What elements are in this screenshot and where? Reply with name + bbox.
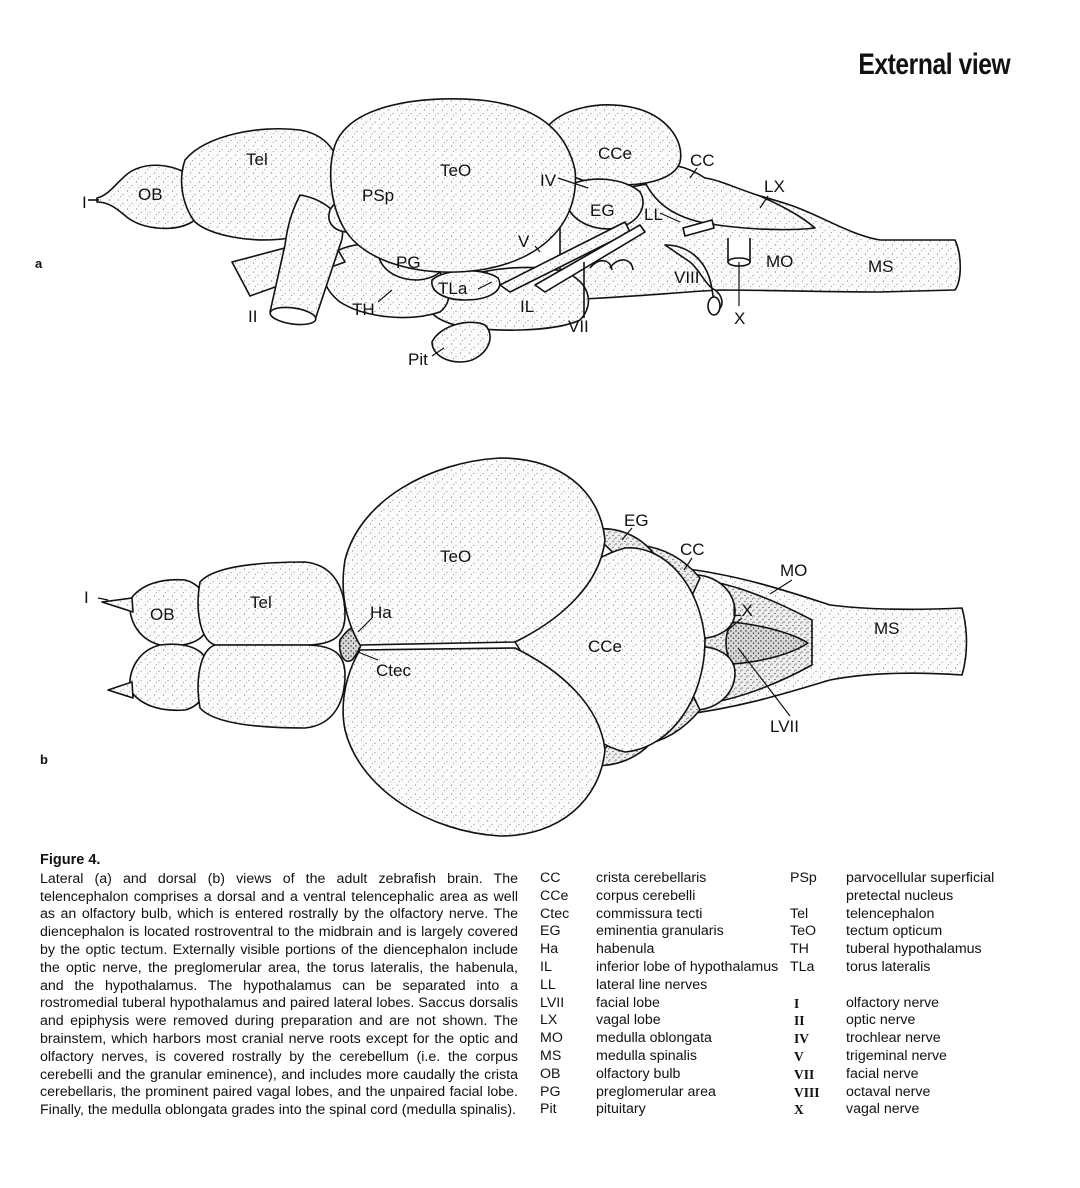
lateral-label-tel: Tel: [246, 150, 268, 169]
lateral-label-vii: VII: [568, 317, 589, 336]
legend-abbreviation: TLa: [790, 958, 815, 975]
legend-term: preglomerular area: [596, 1083, 716, 1100]
lateral-label-ob: OB: [138, 185, 163, 204]
legend-term: inferior lobe of hypothalamus: [596, 958, 779, 975]
legend-row: [540, 977, 780, 995]
lateral-label-ll: LL: [644, 205, 663, 224]
legend-nerves-list: [790, 995, 1040, 1120]
legend-term: crista cerebellaris: [596, 870, 707, 886]
legend-term: torus lateralis: [846, 958, 931, 975]
lateral-label-ii: II: [248, 307, 258, 326]
legend-row: [790, 923, 1040, 941]
legend-abbreviation: TH: [790, 941, 809, 958]
legend-term: corpus cerebelli: [596, 887, 696, 904]
legend-nerve-row: [790, 1030, 1040, 1048]
legend-term: medulla spinalis: [596, 1047, 697, 1064]
lateral-label-i: I: [82, 193, 87, 212]
dorsal-telencephalon-lower: [198, 645, 345, 728]
legend-term: tectum opticum: [846, 923, 943, 940]
lateral-label-teo: TeO: [440, 161, 472, 180]
legend-abbreviation: TeO: [790, 923, 817, 940]
lateral-label-viii: VIII: [674, 268, 700, 287]
pituitary-shape: [432, 322, 490, 362]
dorsal-label-mo: MO: [780, 561, 808, 580]
lateral-label-iv: IV: [540, 171, 557, 190]
legend-row: [790, 870, 1040, 906]
legend-term: facial lobe: [596, 994, 660, 1011]
legend-term: tuberal hypothalamus: [846, 941, 982, 958]
dorsal-label-ob: OB: [150, 605, 175, 624]
legend-column-1: [540, 870, 780, 1119]
legend-abbreviation: PSp: [790, 870, 817, 886]
legend-term: habenula: [596, 941, 655, 958]
legend-abbreviation: LX: [540, 1012, 558, 1029]
legend-term: vagal nerve: [846, 1101, 920, 1118]
legend-abbreviation: Ctec: [540, 905, 570, 922]
legend-term: olfactory nerve: [846, 994, 940, 1011]
legend-abbreviation: IV: [794, 1031, 810, 1047]
lateral-label-mo: MO: [766, 252, 794, 271]
legend-abbreviation: IL: [540, 958, 552, 975]
legend-nerve-row: [790, 1066, 1040, 1084]
legend-abbreviation: VIII: [794, 1084, 820, 1100]
legend-abbreviation: II: [794, 1013, 805, 1029]
lateral-label-cc: CC: [690, 151, 715, 170]
legend-abbreviation: V: [794, 1048, 804, 1064]
legend-structures-list: [790, 870, 1040, 977]
legend-row: [540, 1030, 780, 1048]
legend-abbreviation: Tel: [790, 905, 809, 922]
dorsal-label-ha: Ha: [370, 603, 392, 622]
dorsal-label-cc: CC: [680, 540, 705, 559]
legend-abbreviation: Ha: [540, 941, 559, 958]
legend-row: [540, 959, 780, 977]
dorsal-label-i: I: [84, 588, 89, 607]
legend-row: [540, 906, 780, 924]
legend-term: lateral line nerves: [596, 976, 708, 993]
lateral-label-th: TH: [352, 300, 375, 319]
legend-term: trochlear nerve: [846, 1030, 941, 1047]
legend-abbreviation: I: [794, 995, 800, 1011]
legend-row: [540, 941, 780, 959]
lateral-label-psp: PSp: [362, 186, 395, 205]
legend-row: [790, 959, 1040, 977]
legend-nerve-row: [790, 1048, 1040, 1066]
lateral-label-tla: TLa: [438, 279, 468, 298]
dorsal-label-teo: TeO: [440, 547, 472, 566]
legend-row: [540, 1066, 780, 1084]
panel-label-b: b: [40, 752, 48, 767]
lateral-label-cce: CCe: [598, 144, 633, 163]
pointer-d-i: [98, 598, 108, 600]
legend-term: vagal lobe: [596, 1012, 661, 1029]
legend-row: [540, 888, 780, 906]
legend-nerve-row: [790, 1101, 1040, 1119]
legend-abbreviation: LL: [540, 976, 556, 993]
caption-heading: Figure 4.: [40, 852, 101, 868]
dorsal-olfactory-nerve-lower: [108, 682, 133, 698]
legend-term: pituitary: [596, 1101, 646, 1118]
dorsal-label-lvii: LVII: [770, 717, 799, 736]
panel-label-a: a: [35, 256, 43, 271]
dorsal-label-lx: LX: [732, 601, 753, 620]
legend-row: [540, 1101, 780, 1119]
legend-abbreviation: MO: [540, 1030, 563, 1047]
legend-abbreviation: CCe: [540, 887, 569, 904]
dorsal-view: [84, 458, 967, 836]
lateral-label-lx: LX: [764, 177, 785, 196]
legend-spacer: [790, 977, 1040, 995]
legend-column-2: [790, 870, 1040, 1119]
dorsal-label-cce: CCe: [588, 637, 623, 656]
octaval-nerve-end: [708, 297, 720, 315]
lateral-label-x: X: [734, 309, 746, 328]
dorsal-label-ctec: Ctec: [376, 661, 411, 680]
legend-term: olfactory bulb: [596, 1065, 681, 1082]
legend-term: facial nerve: [846, 1065, 919, 1082]
legend-nerve-row: [790, 1012, 1040, 1030]
legend-abbreviation: OB: [540, 1065, 561, 1082]
lateral-label-il: IL: [520, 297, 535, 316]
lateral-label-pit: Pit: [408, 350, 428, 369]
legend-row: [790, 906, 1040, 924]
legend-abbreviation: VII: [794, 1066, 815, 1082]
lateral-label-eg: EG: [590, 201, 615, 220]
figure-caption: [40, 852, 518, 1120]
legend-row: [790, 941, 1040, 959]
legend-row: [540, 1084, 780, 1102]
legend-term: parvocellular superficial pretectal nucleus: [846, 870, 995, 904]
legend-abbreviation: Pit: [540, 1101, 557, 1118]
lateral-label-v: V: [518, 232, 530, 251]
legend-term: telencephalon: [846, 905, 935, 922]
lateral-view: [82, 99, 960, 369]
caption-body: Lateral (a) and dorsal (b) views of the adult zebrafish brain. The telencephalon comprises a dorsal and a ventral telencephalic area as well as an olfactory bulb, which is entered rostrally by the olfactory nerve. The diencephalon is located rostroventral to the midbrain and is largely covered by the optic tectum. Externally visible portions of the diencephalon include the optic nerve, the preglomerular area, the torus lateralis, the habenula, and the hypothalamus. The hypothalamus can be separated into a rostromedial tuberal hypothalamus and paired lateral lobes. Saccus dorsalis and epiphysis were removed during preparation and are not shown. The brainstem, which harbors most cranial nerve roots except for the optic and olfactory nerves, is covered rostrally by the cerebellum (i.e. the corpus cerebelli and the granular eminence), and includes more caudally the crista cerebellaris, the prominent paired vagal lobes, and the unpaired facial lobe. Finally, the medulla oblongata grades into the spinal cord (medulla spinalis).: [40, 870, 518, 1119]
legend-term: eminentia granularis: [596, 923, 724, 940]
legend-term: octaval nerve: [846, 1083, 931, 1100]
legend-abbreviation: EG: [540, 923, 561, 940]
legend-nerve-row: [790, 995, 1040, 1013]
legend-row: [540, 1012, 780, 1030]
dorsal-label-tel: Tel: [250, 593, 272, 612]
lateral-label-ms: MS: [868, 257, 894, 276]
legend-abbreviation: MS: [540, 1047, 562, 1064]
legend-term: medulla oblongata: [596, 1030, 712, 1047]
legend-row: [540, 870, 780, 888]
legend-abbreviation: LVII: [540, 994, 565, 1011]
legend-term: optic nerve: [846, 1012, 916, 1029]
legend-term: commissura tecti: [596, 905, 703, 922]
legend-term: trigeminal nerve: [846, 1047, 947, 1064]
figure-title: External view: [858, 48, 1010, 81]
dorsal-label-ms: MS: [874, 619, 900, 638]
lateral-label-pg: PG: [396, 253, 421, 272]
legend-nerve-row: [790, 1084, 1040, 1102]
legend-abbreviation: X: [794, 1102, 804, 1118]
legend-abbreviation: CC: [540, 870, 561, 886]
dorsal-olfactory-bulb-lower: [130, 644, 209, 710]
dorsal-label-eg: EG: [624, 511, 649, 530]
legend-row: [540, 1048, 780, 1066]
legend-abbreviation: PG: [540, 1083, 561, 1100]
legend-row: [540, 923, 780, 941]
legend-row: [540, 995, 780, 1013]
